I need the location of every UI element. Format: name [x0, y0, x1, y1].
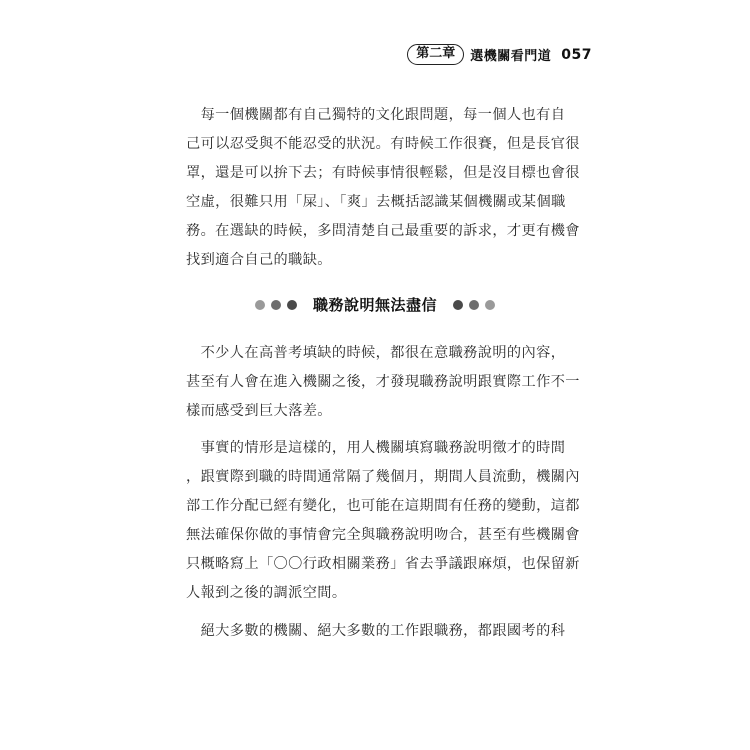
paragraph-line: 事實的情形是這樣的，用人機關填寫職務說明徵才的時間 [186, 440, 566, 456]
paragraph-line: ，跟實際到職的時間通常隔了幾個月，期間人員流動，機關內 [186, 469, 580, 485]
paragraph-2 [186, 339, 580, 426]
paragraph-line: 甚至有人會在進入機關之後，才發現職務說明跟實際工作不一 [186, 374, 580, 390]
dot-icon [485, 300, 495, 310]
dot-icon [453, 300, 463, 310]
page-number: 057 [561, 46, 592, 63]
chapter-badge: 第二章 [407, 44, 464, 65]
paragraph-line: 務。在選缺的時候，多問清楚自己最重要的訴求，才更有機會 [186, 223, 580, 239]
running-header [407, 44, 592, 65]
paragraph-line: 無法確保你做的事情會完全與職務說明吻合，甚至有些機關會 [186, 527, 580, 543]
section-heading-text: 職務說明無法盡信 [313, 296, 438, 314]
paragraph-line: 每一個機關都有自己獨特的文化跟問題，每一個人也有自 [186, 107, 566, 123]
paragraph-line: 罩，還是可以拚下去；有時候事情很輕鬆，但是沒目標也會很 [186, 165, 580, 181]
dot-icon [287, 300, 297, 310]
paragraph-line: 找到適合自己的職缺。 [186, 252, 332, 268]
dot-icon [255, 300, 265, 310]
paragraph-4 [186, 617, 566, 646]
decorative-dots-right [453, 300, 495, 310]
paragraph-line: 絕大多數的機關、絕大多數的工作跟職務，都跟國考的科 [186, 623, 566, 639]
section-heading [255, 294, 495, 315]
chapter-title: 選機關看門道 [470, 49, 552, 64]
paragraph-line: 不少人在高普考填缺的時候，都很在意職務說明的內容， [186, 345, 566, 361]
paragraph-line: 空虛，很難只用「屎」、「爽」去概括認識某個機關或某個職 [186, 194, 566, 210]
paragraph-line: 部工作分配已經有變化，也可能在這期間有任務的變動，這都 [186, 498, 580, 514]
paragraph-line: 人報到之後的調派空間。 [186, 585, 347, 601]
paragraph-3 [186, 434, 580, 608]
dot-icon [271, 300, 281, 310]
paragraph-line: 只概略寫上「〇〇行政相關業務」省去爭議跟麻煩，也保留新 [186, 556, 580, 572]
dot-icon [469, 300, 479, 310]
paragraph-1 [186, 101, 580, 275]
decorative-dots-left [255, 300, 297, 310]
paragraph-line: 己可以忍受與不能忍受的狀況。有時候工作很賽，但是長官很 [186, 136, 580, 152]
paragraph-line: 樣而感受到巨大落差。 [186, 403, 332, 419]
